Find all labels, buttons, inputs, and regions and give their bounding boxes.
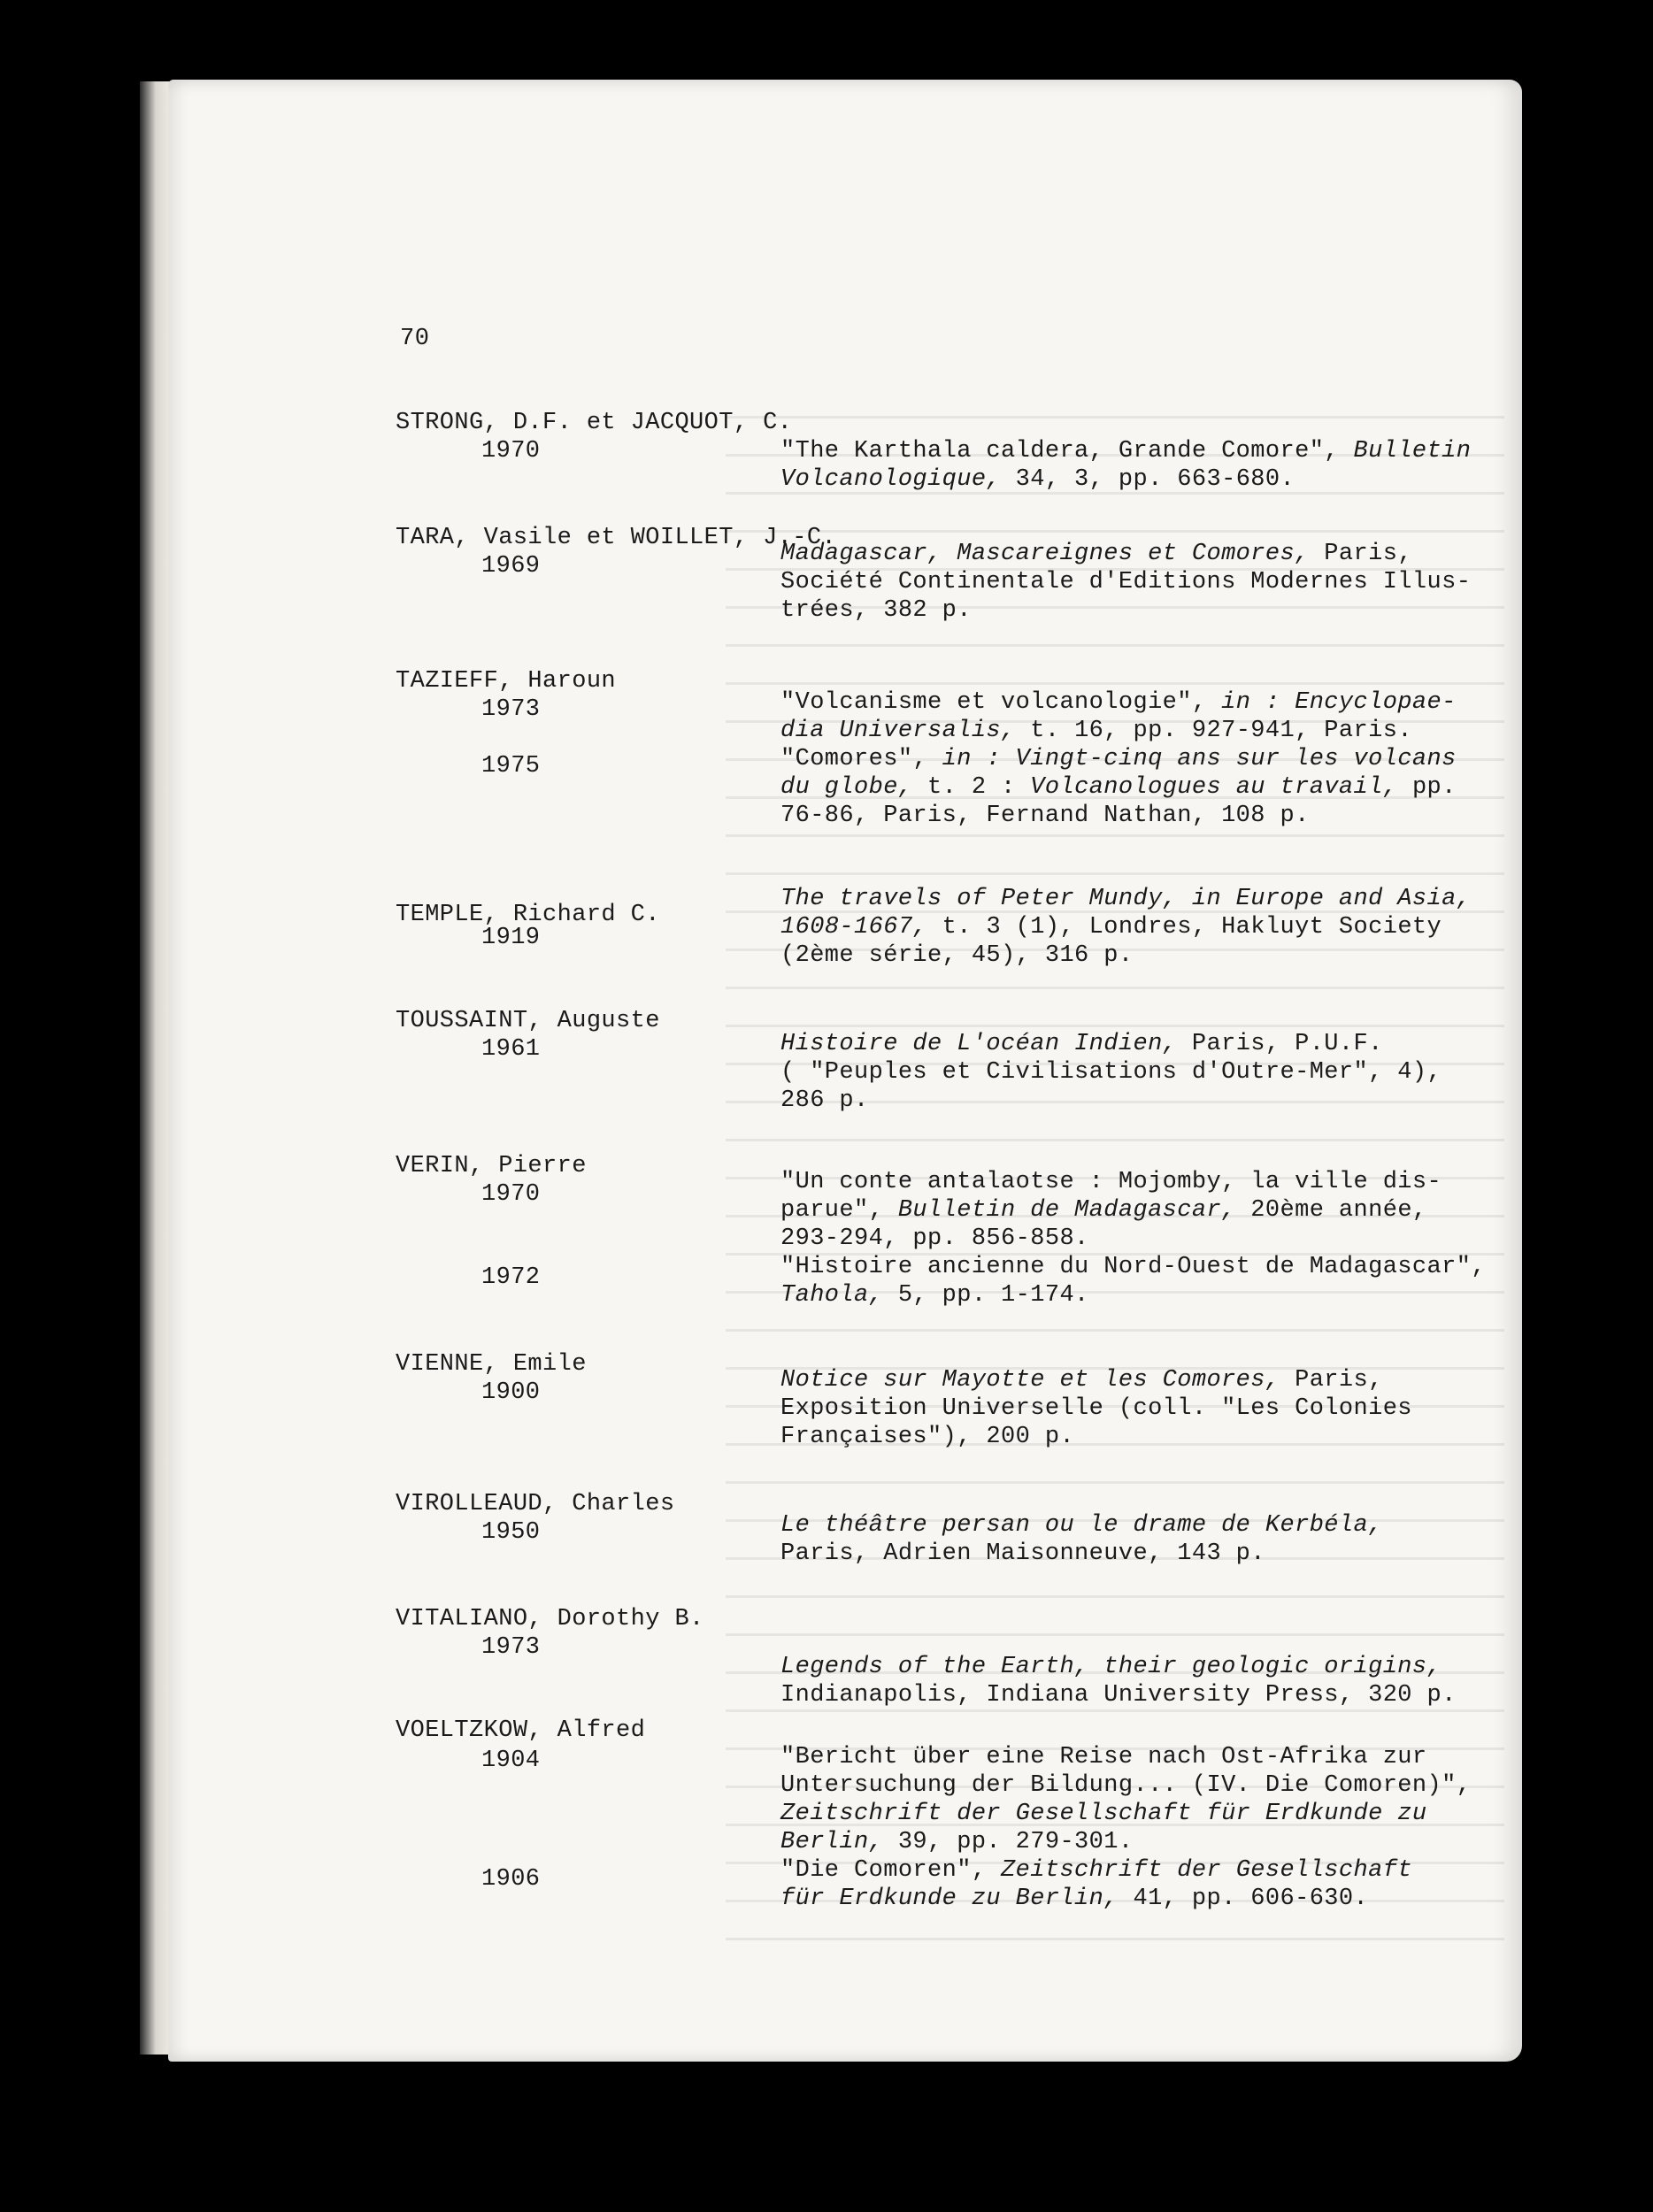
entry-year: 1900 [481,1379,541,1406]
entry-author: TOUSSAINT, Auguste [396,1008,660,1034]
entry-author: VOELTZKOW, Alfred [396,1717,646,1744]
entry-reference: Zeitschrift der Gesellschaft für Erdkunde zu [780,1801,1427,1827]
entry-author: TEMPLE, Richard C. [396,902,660,928]
entry-year: 1973 [481,696,541,723]
entry-author: TAZIEFF, Haroun [396,668,617,695]
entry-reference: 293-294, pp. 856-858. [780,1225,1089,1252]
entry-reference: Berlin, 39, pp. 279-301. [780,1829,1134,1855]
entry-reference: "Die Comoren", Zeitschrift der Gesellschaft [780,1857,1412,1884]
entry-reference: Legends of the Earth, their geologic origins, [780,1654,1442,1680]
entry-year: 1975 [481,753,541,780]
entry-reference: Histoire de L'océan Indien, Paris, P.U.F. [780,1031,1383,1057]
entry-reference: trées, 382 p. [780,597,972,624]
entry-year: 1972 [481,1264,541,1291]
entry-year: 1969 [481,553,541,580]
entry-reference: für Erdkunde zu Berlin, 41, pp. 606-630. [780,1886,1369,1912]
entry-reference: "Volcanisme et volcanologie", in : Encyclopae- [780,689,1457,716]
entry-reference: "Comores", in : Vingt-cinq ans sur les volcans [780,746,1457,772]
entry-year: 1919 [481,925,541,951]
entry-year: 1973 [481,1634,541,1661]
entry-reference: "The Karthala caldera, Grande Comore", Bulletin [780,438,1472,465]
entry-year: 1904 [481,1747,541,1774]
entry-reference: Madagascar, Mascareignes et Comores, Paris, [780,541,1412,567]
entry-author: TARA, Vasile et WOILLET, J.-C. [396,525,837,551]
entry-reference: Indianapolis, Indiana University Press, 320 p. [780,1682,1457,1709]
entry-reference: Untersuchung der Bildung... (IV. Die Comoren)", [780,1772,1472,1799]
entry-year: 1970 [481,1181,541,1208]
entry-reference: 76-86, Paris, Fernand Nathan, 108 p. [780,803,1310,829]
entry-reference: Le théâtre persan ou le drame de Kerbéla, [780,1512,1383,1539]
entry-reference: "Histoire ancienne du Nord-Ouest de Madagascar", [780,1254,1486,1280]
entry-author: VITALIANO, Dorothy B. [396,1606,704,1632]
entry-reference: Exposition Universelle (coll. "Les Colonies [780,1395,1412,1422]
entry-author: VIROLLEAUD, Charles [396,1491,675,1517]
entry-reference: Notice sur Mayotte et les Comores, Paris, [780,1367,1383,1394]
entry-year: 1970 [481,438,541,465]
entry-reference: 286 p. [780,1087,869,1114]
entry-year: 1906 [481,1866,541,1893]
entry-author: VIENNE, Emile [396,1351,587,1378]
page-number: 70 [400,326,430,352]
entry-reference: (2ème série, 45), 316 p. [780,942,1134,969]
entry-reference: parue", Bulletin de Madagascar, 20ème année, [780,1197,1427,1224]
entry-reference: dia Universalis, t. 16, pp. 927-941, Paris. [780,718,1412,744]
entry-reference: The travels of Peter Mundy, in Europe and Asia, [780,886,1472,912]
entry-reference: 1608-1667, t. 3 (1), Londres, Hakluyt Society [780,914,1442,941]
entry-reference: Société Continentale d'Editions Modernes Illus- [780,569,1472,595]
entry-reference: Françaises"), 200 p. [780,1424,1075,1450]
entry-reference: ( "Peuples et Civilisations d'Outre-Mer", 4), [780,1059,1442,1086]
entry-reference: "Un conte antalaotse : Mojomby, la ville dis- [780,1169,1442,1195]
entry-author: STRONG, D.F. et JACQUOT, C. [396,410,793,436]
entry-year: 1961 [481,1036,541,1063]
entry-reference: du globe, t. 2 : Volcanologues au travail, pp. [780,774,1457,801]
entry-reference: Tahola, 5, pp. 1-174. [780,1282,1089,1309]
entry-reference: Paris, Adrien Maisonneuve, 143 p. [780,1540,1265,1567]
entry-year: 1950 [481,1519,541,1546]
entry-reference: Volcanologique, 34, 3, pp. 663-680. [780,466,1295,493]
entry-author: VERIN, Pierre [396,1153,587,1179]
entry-reference: "Bericht über eine Reise nach Ost-Afrika zur [780,1744,1427,1770]
